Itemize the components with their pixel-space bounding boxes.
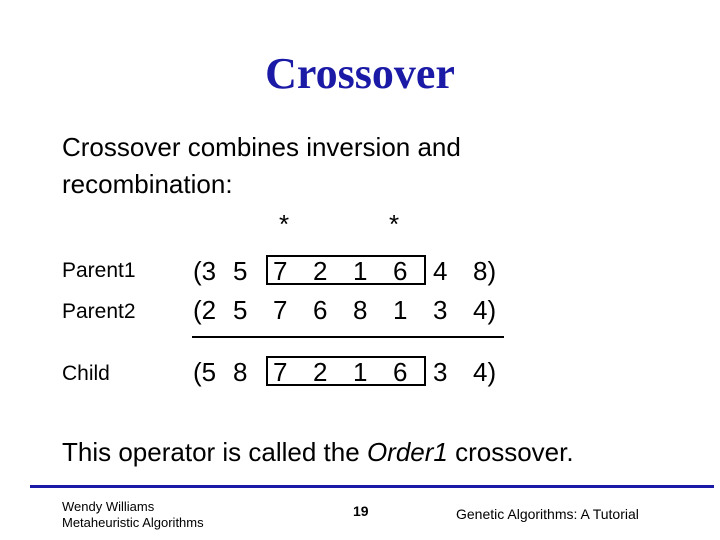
gene: (2 xyxy=(193,295,217,325)
cut-point-marker-1: * xyxy=(279,209,290,239)
gene: 1 xyxy=(353,357,368,387)
gene: 1 xyxy=(353,256,368,286)
page-number: 19 xyxy=(353,503,369,519)
gene: 1 xyxy=(393,295,408,325)
gene: 6 xyxy=(313,295,328,325)
gene: 6 xyxy=(393,256,408,286)
gene: 3 xyxy=(433,357,448,387)
footer-course: Metaheuristic Algorithms xyxy=(62,515,204,530)
gene: 7 xyxy=(273,256,288,286)
footer-author-block xyxy=(62,499,204,531)
gene: (5 xyxy=(193,357,217,387)
child-crossover-segment-box xyxy=(266,356,426,386)
gene: 5 xyxy=(233,295,248,325)
gene: 8) xyxy=(473,256,497,286)
parent2-label: Parent2 xyxy=(62,300,136,323)
summary-suffix: crossover. xyxy=(447,437,574,467)
gene: 6 xyxy=(393,357,408,387)
gene: 2 xyxy=(313,256,328,286)
gene: 8 xyxy=(233,357,248,387)
gene: 4 xyxy=(433,256,448,286)
summary-text xyxy=(62,434,574,470)
cut-point-marker-2: * xyxy=(389,209,400,239)
child-label: Child xyxy=(62,362,110,385)
intro-line-2: recombination: xyxy=(62,169,233,199)
footer-author: Wendy Williams xyxy=(62,499,155,514)
intro-text xyxy=(62,129,662,203)
gene: 4) xyxy=(473,295,497,325)
parent2-sequence xyxy=(193,293,513,327)
gene: 3 xyxy=(433,295,448,325)
gene: (3 xyxy=(193,256,217,286)
gene: 7 xyxy=(273,357,288,387)
slide-title: Crossover xyxy=(265,49,455,98)
footer-tutorial-title: Genetic Algorithms: A Tutorial xyxy=(456,506,639,522)
gene: 8 xyxy=(353,295,368,325)
gene: 2 xyxy=(313,357,328,387)
separator-line xyxy=(192,336,504,338)
gene: 4) xyxy=(473,357,497,387)
footer-divider xyxy=(30,485,714,488)
parent1-crossover-segment-box xyxy=(266,255,426,285)
gene: 7 xyxy=(273,295,288,325)
summary-prefix: This operator is called the xyxy=(62,437,367,467)
parent1-label: Parent1 xyxy=(62,259,136,282)
intro-line-1: Crossover combines inversion and xyxy=(62,132,461,162)
summary-emphasis: Order1 xyxy=(366,437,448,467)
gene: 5 xyxy=(233,256,248,286)
